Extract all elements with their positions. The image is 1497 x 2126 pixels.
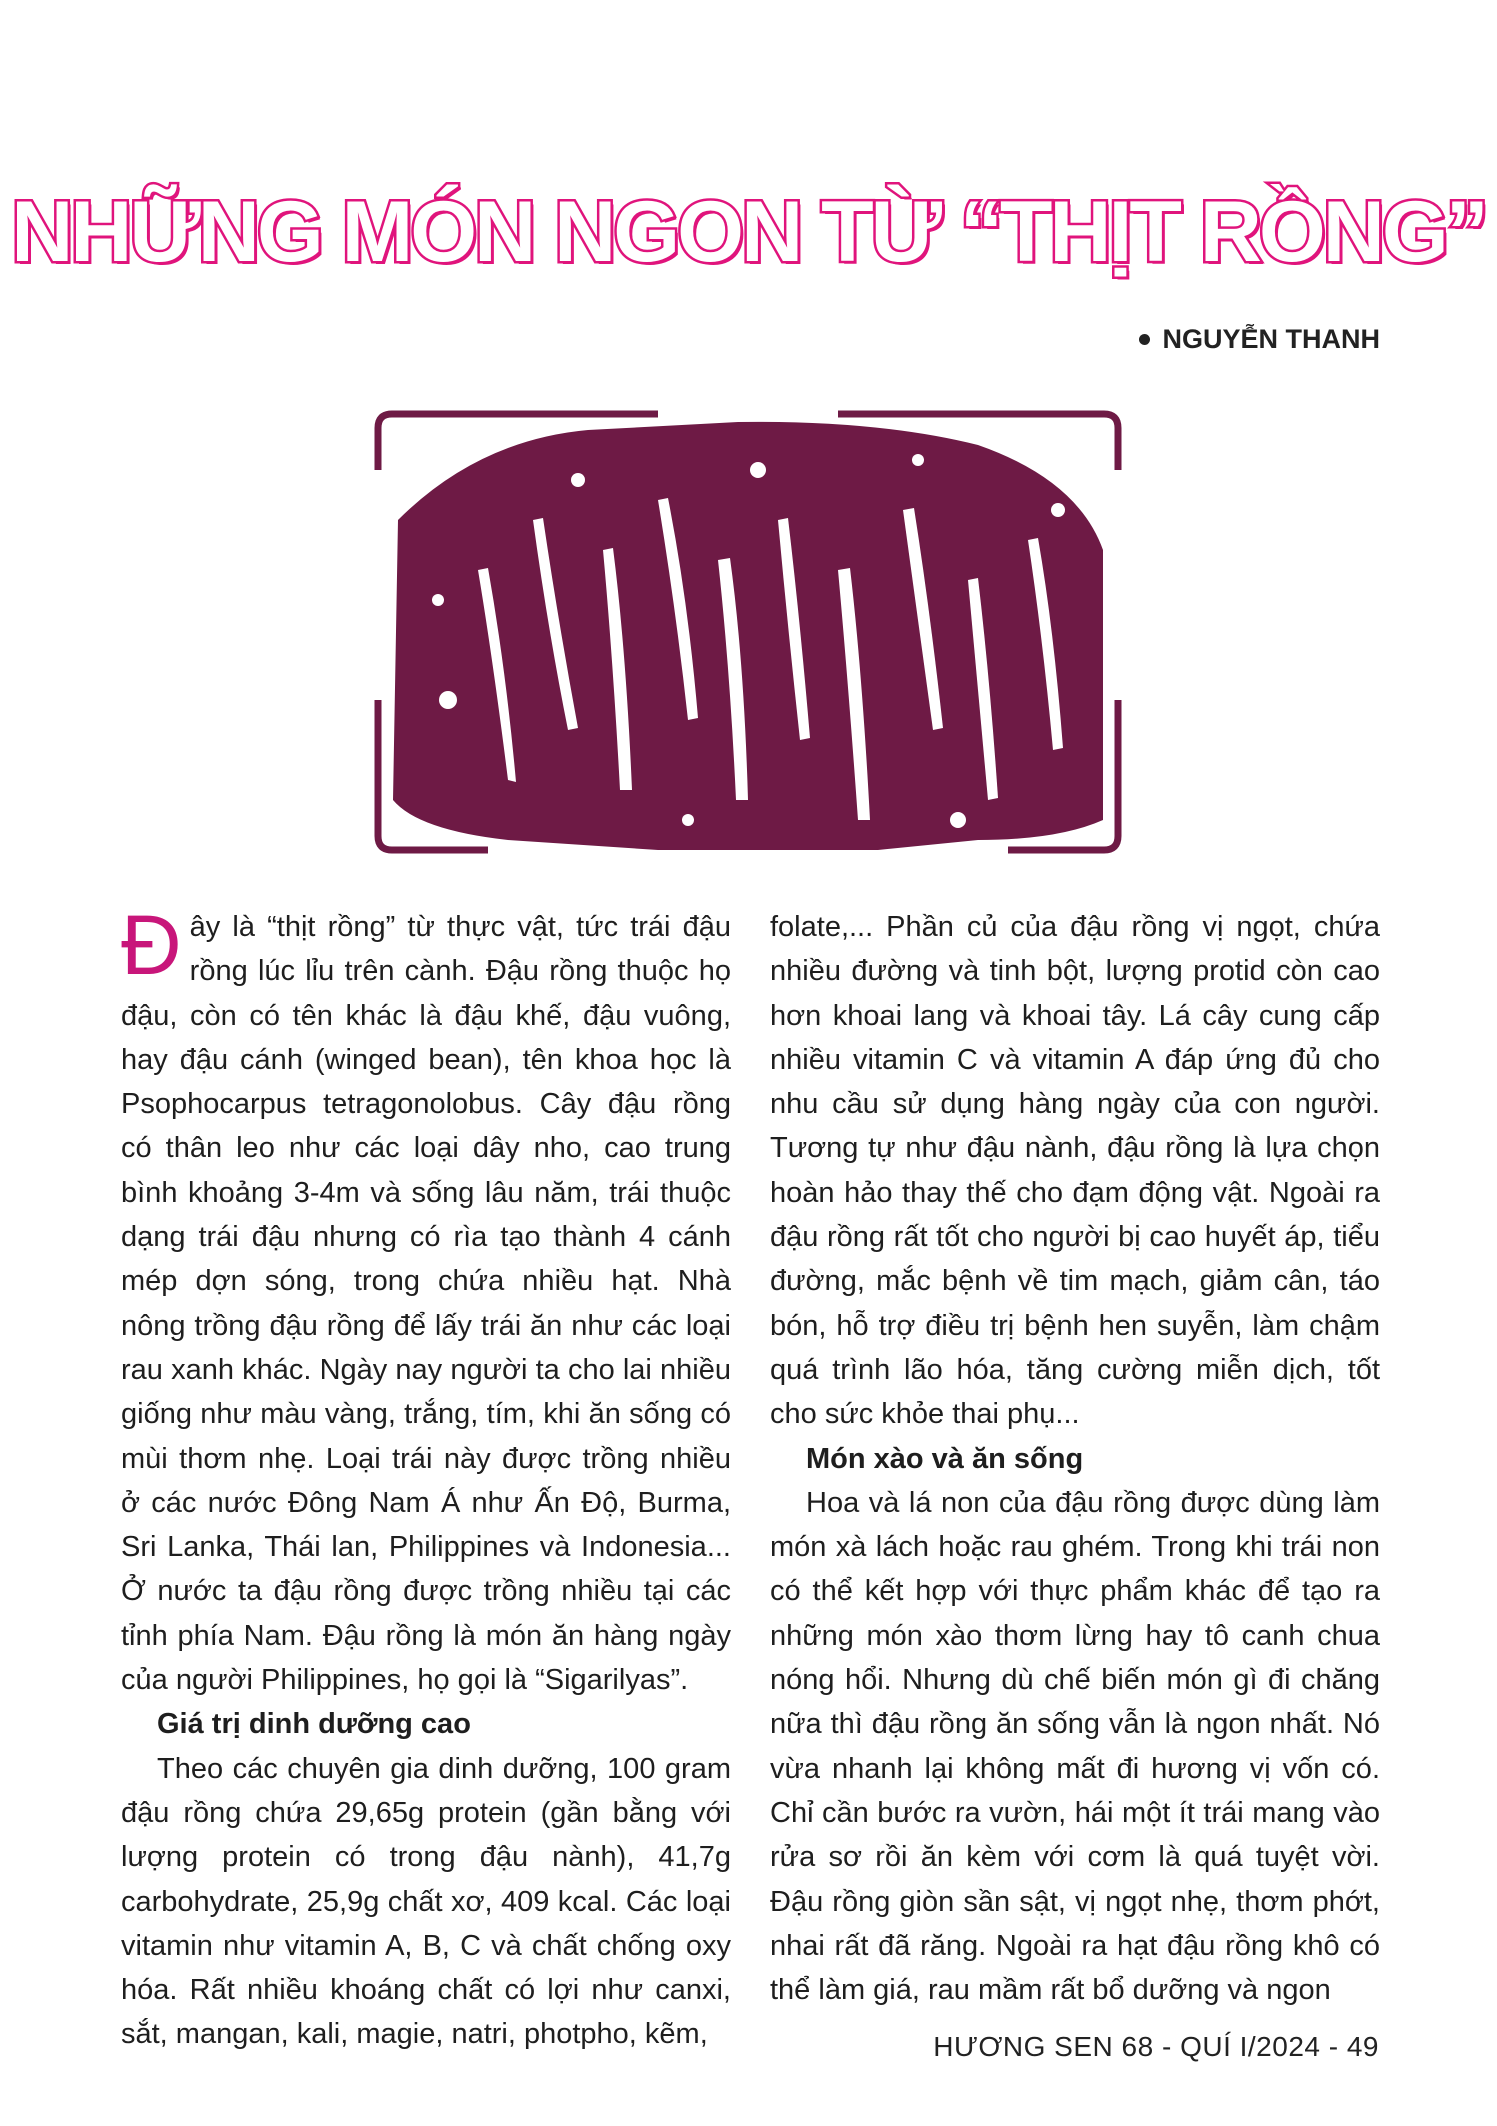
left-column bbox=[121, 898, 731, 2057]
bullet-icon bbox=[1139, 334, 1150, 345]
winged-bean-pods-icon bbox=[358, 400, 1138, 860]
right-column bbox=[770, 905, 1380, 2012]
intro-text: ây là “thịt rồng” từ thực vật, tức trái đậu rồng lúc lỉu trên cành. Đậu rồng thuộc họ đậu, còn có tên khác là đậu khế, đậu vuông, hay đậu cánh (winged bean), tên khoa học là Psophocarpus tetragonolobus. Cây đậu rồng có thân leo như các loại dây nho, cao trung bình khoảng 3-4m và sống lâu năm, trái thuộc dạng trái đậu nhưng có rìa tạo thành 4 cánh mép dợn sóng, trong chứa nhiều hạt. Nhà nông trồng đậu rồng để lấy trái ăn như các loại rau xanh khác. Ngày nay người ta cho lai nhiều giống như màu vàng, trắng, tím, khi ăn sống có mùi thơm nhẹ. Loại trái này được trồng nhiều ở các nước Đông Nam Á như Ấn Độ, Burma, Sri Lanka, Thái lan, Philippines và Indonesia... Ở nước ta đậu rồng được trồng nhiều tại các tỉnh phía Nam. Đậu rồng là món ăn hàng ngày của người Philippines, họ gọi là “Sigarilyas”. bbox=[121, 911, 731, 1697]
author-name: NGUYỄN THANH bbox=[1162, 324, 1380, 354]
page-footer: HƯƠNG SEN 68 - QUÍ I/2024 - 49 bbox=[933, 2031, 1379, 2062]
continuation-paragraph: folate,... Phần củ của đậu rồng vị ngọt, chứa nhiều đường và tinh bột, lượng protid còn cao hơn khoai lang và khoai tây. Lá cây cung cấp nhiều vitamin C và vitamin A đáp ứng đủ cho nhu cầu sử dụng hàng ngày của con người. Tương tự như đậu nành, đậu rồng là lựa chọn hoàn hảo thay thế cho đạm động vật. Ngoài ra đậu rồng rất tốt cho người bị cao huyết áp, tiểu đường, mắc bệnh về tim mạch, giảm cân, táo bón, hỗ trợ điều trị bệnh hen suyễn, làm chậm quá trình lão hóa, tăng cường miễn dịch, tốt cho sức khỏe thai phụ... bbox=[770, 911, 1380, 1431]
dishes-paragraph: Hoa và lá non của đậu rồng được dùng làm món xà lách hoặc rau ghém. Trong khi trái non có thể kết hợp với thực phẩm khác để tạo ra những món xào thơm lừng hay tô canh chua nóng hổi. Nhưng dù chế biến món gì đi chăng nữa thì đậu rồng ăn sống vẫn là ngon nhất. Nó vừa nhanh lại không mất đi hương vị vốn có. Chỉ cần bước ra vườn, hái một ít trái mang vào rửa sơ rồi ăn kèm với cơm là quá tuyệt vời. Đậu rồng giòn sần sật, vị ngọt nhẹ, thơm phớt, nhai rất đã răng. Ngoài ra hạt đậu rồng khô có thể làm giá, rau mầm rất bổ dưỡng và ngon bbox=[770, 1486, 1380, 2007]
drop-cap: Đ bbox=[121, 898, 182, 992]
subheading-nutrition: Giá trị dinh dưỡng cao bbox=[157, 1708, 471, 1741]
intro-paragraph bbox=[121, 898, 731, 1702]
author-byline bbox=[1139, 324, 1380, 355]
nutrition-paragraph: Theo các chuyên gia dinh dưỡng, 100 gram đậu rồng chứa 29,65g protein (gần bằng với lượng protein có trong đậu nành), 41,7g carbohydrate, 25,9g chất xơ, 409 kcal. Các loại vitamin như vitamin A, B, C và chất chống oxy hóa. Rất nhiều khoáng chất có lợi như canxi, sắt, mangan, kali, magie, natri, photpho, kẽm, bbox=[121, 1752, 731, 2051]
subheading-dishes: Món xào và ăn sống bbox=[806, 1442, 1084, 1475]
article-title: NHỮNG MÓN NGON TỪ “THỊT RỒNG” bbox=[11, 184, 1486, 280]
